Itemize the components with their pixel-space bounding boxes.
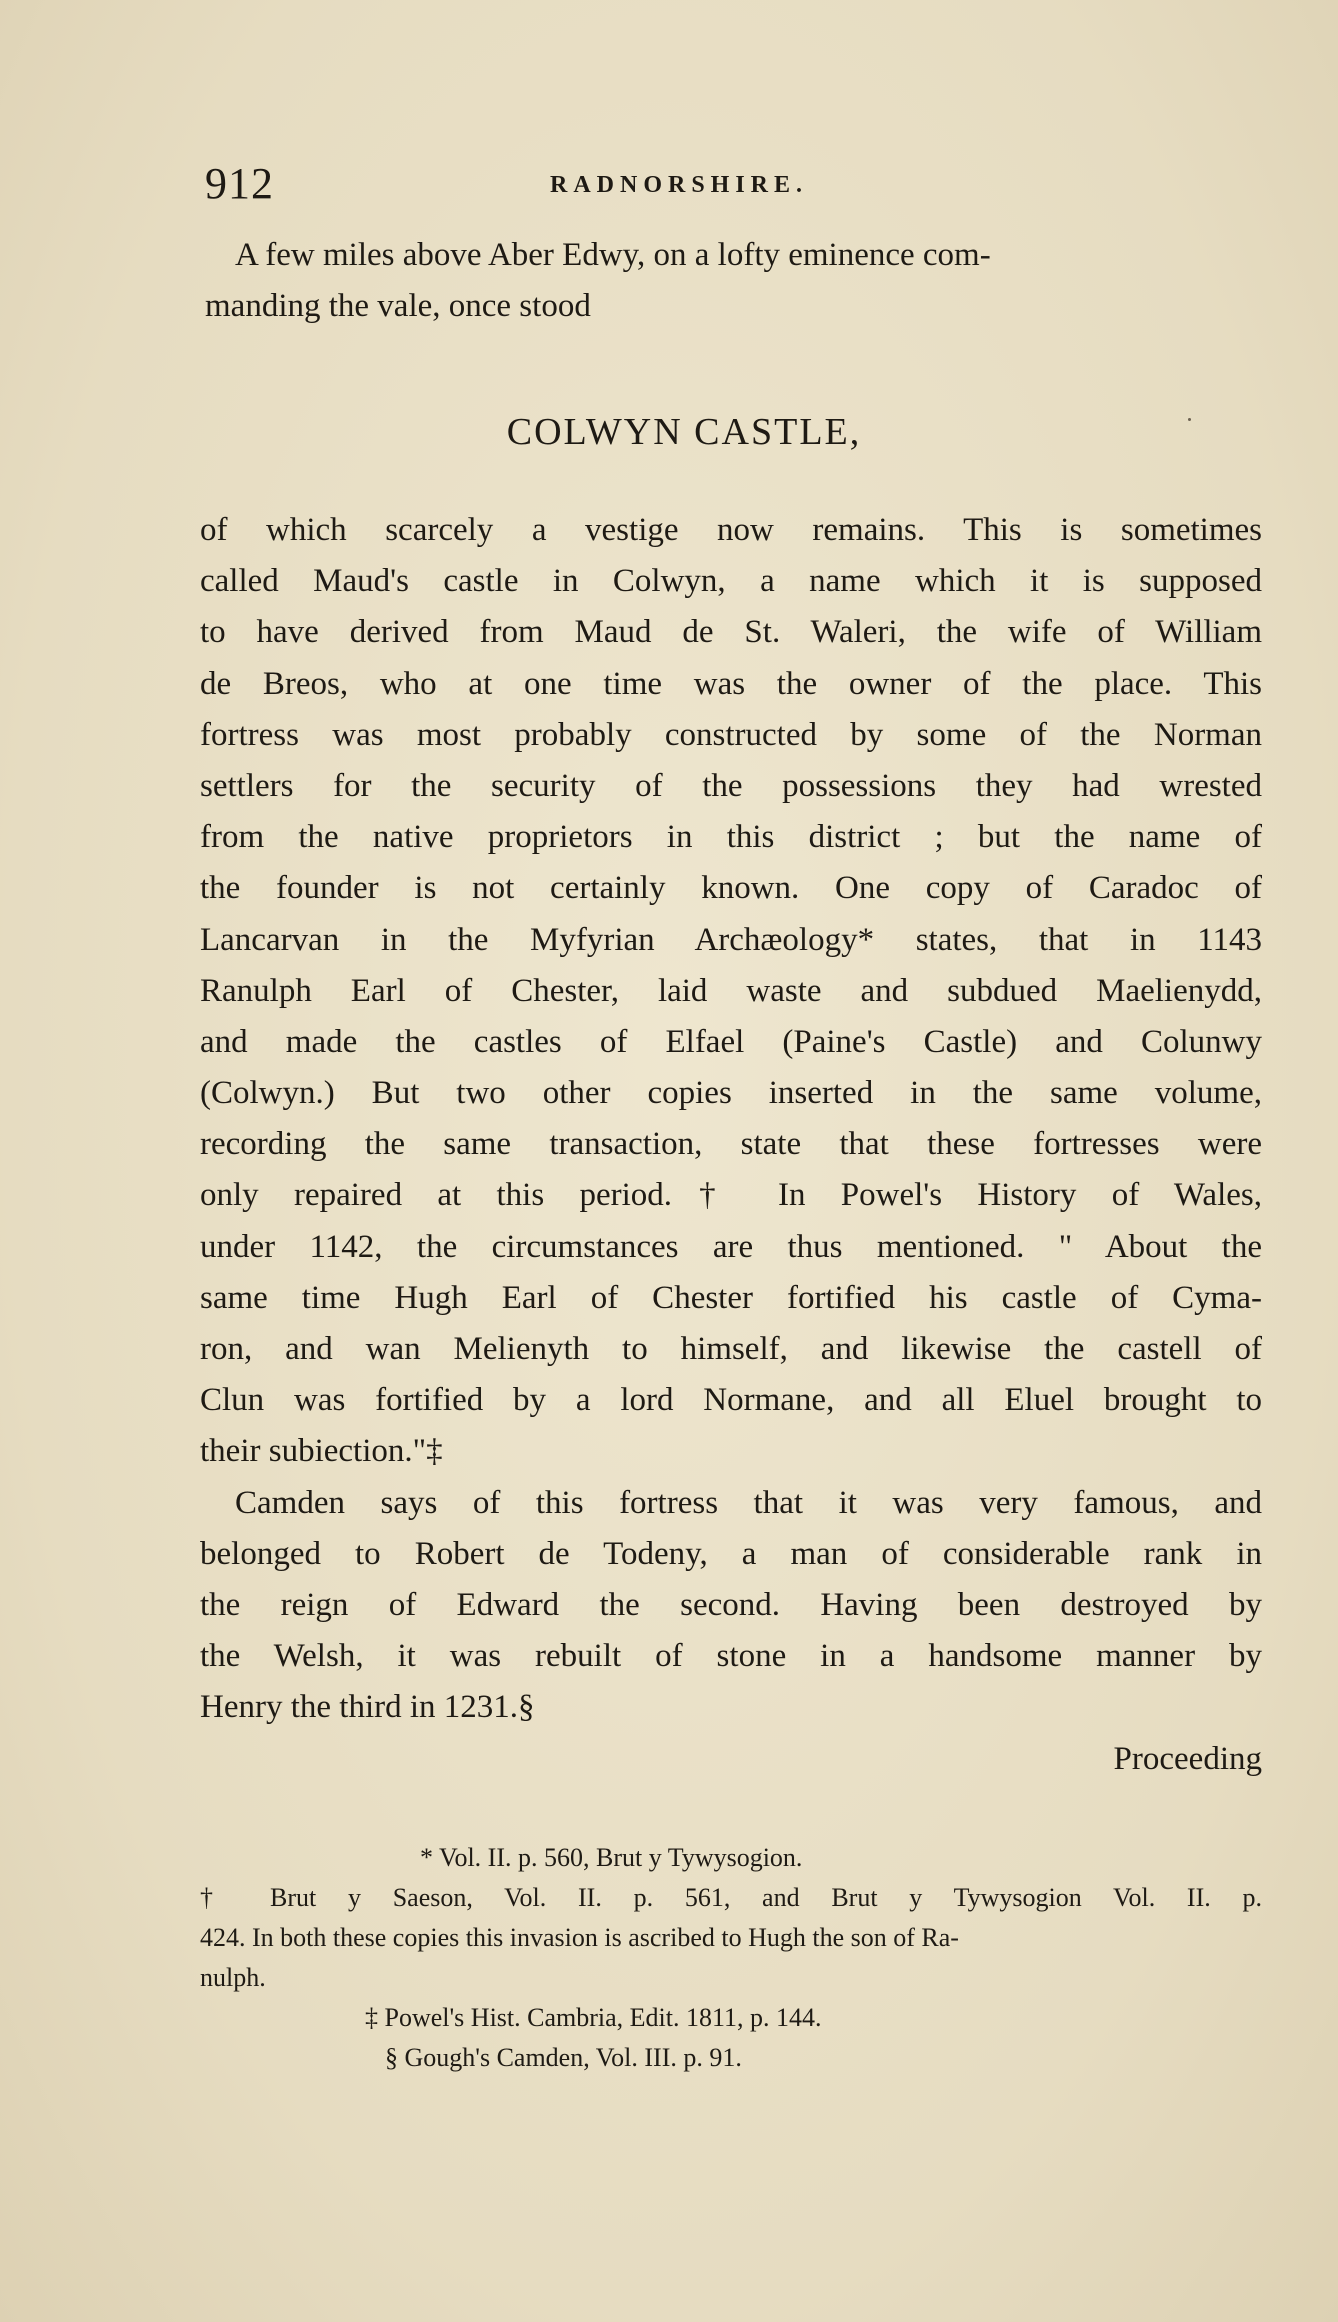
intro-paragraph	[205, 230, 1260, 332]
body-line: Lancarvan in the Myfyrian Archæology* states, that in 1143	[200, 921, 1262, 958]
footnote-line: 424. In both these copies this invasion is ascribed to Hugh the son of Ra-	[200, 1923, 959, 1952]
body-line: ron, and wan Melienyth to himself, and likewise the castell of	[200, 1331, 1262, 1367]
footnote-line: nulph.	[200, 1963, 266, 1992]
footnote-line: § Gough's Camden, Vol. III. p. 91.	[385, 2043, 742, 2072]
section-title: COLWYN CASTLE,	[506, 411, 862, 453]
body-line: de Breos, who at one time was the owner of the place. This	[200, 665, 1262, 702]
footnote-line: † Brut y Saeson, Vol. II. p. 561, and Brut y Tywysogion Vol. II. p.	[200, 1883, 1262, 1912]
body-line: (Colwyn.) But two other copies inserted in the same volume,	[200, 1075, 1262, 1112]
page-number: 912	[205, 159, 274, 208]
body-line: the reign of Edward the second. Having been destroyed by	[200, 1586, 1262, 1623]
body-line: fortress was most probably constructed by some of the Norman	[200, 716, 1262, 753]
body-line: the Welsh, it was rebuilt of stone in a handsome manner by	[200, 1638, 1262, 1675]
body-line: Henry the third in 1231.§	[200, 1689, 535, 1726]
footnotes	[200, 1838, 1262, 2078]
body-line: from the native proprietors in this district ; but the name of	[200, 819, 1262, 856]
body-line: Ranulph Earl of Chester, laid waste and subdued Maelienydd,	[200, 972, 1262, 1009]
body-line: under 1142, the circumstances are thus mentioned. " About the	[200, 1228, 1262, 1265]
footnote-line: * Vol. II. p. 560, Brut y Tywysogion.	[420, 1843, 803, 1872]
body-line: called Maud's castle in Colwyn, a name which it is supposed	[200, 563, 1262, 600]
body-line: belonged to Robert de Todeny, a man of considerable rank in	[200, 1535, 1262, 1572]
body-line: only repaired at this period.† In Powel's History of Wales,	[200, 1177, 1262, 1214]
body-line: same time Hugh Earl of Chester fortified his castle of Cyma-	[200, 1279, 1262, 1316]
body-text	[200, 505, 1262, 1785]
body-line: recording the same transaction, state that these fortresses were	[200, 1126, 1262, 1163]
page-header	[205, 150, 1205, 210]
body-line: of which scarcely a vestige now remains. This is sometimes	[200, 512, 1262, 548]
paper-speck	[1188, 418, 1191, 421]
body-line: and made the castles of Elfael (Paine's Castle) and Colunwy	[200, 1023, 1262, 1060]
catchword: Proceeding	[1113, 1740, 1262, 1777]
running-head: RADNORSHIRE.	[550, 172, 809, 198]
intro-line: A few miles above Aber Edwy, on a lofty eminence com-	[235, 237, 991, 273]
footnote-line: ‡ Powel's Hist. Cambria, Edit. 1811, p. 144.	[365, 2003, 822, 2032]
intro-line: manding the vale, once stood	[205, 288, 591, 324]
body-line: settlers for the security of the possessions they had wrested	[200, 767, 1262, 804]
body-line: Clun was fortified by a lord Normane, and all Eluel brought to	[200, 1382, 1262, 1419]
body-line: their subiection."‡	[200, 1433, 443, 1470]
body-line: to have derived from Maud de St. Waleri, the wife of William	[200, 614, 1262, 651]
body-line: Camden says of this fortress that it was very famous, and	[235, 1484, 1262, 1521]
body-line: the founder is not certainly known. One copy of Caradoc of	[200, 870, 1262, 907]
